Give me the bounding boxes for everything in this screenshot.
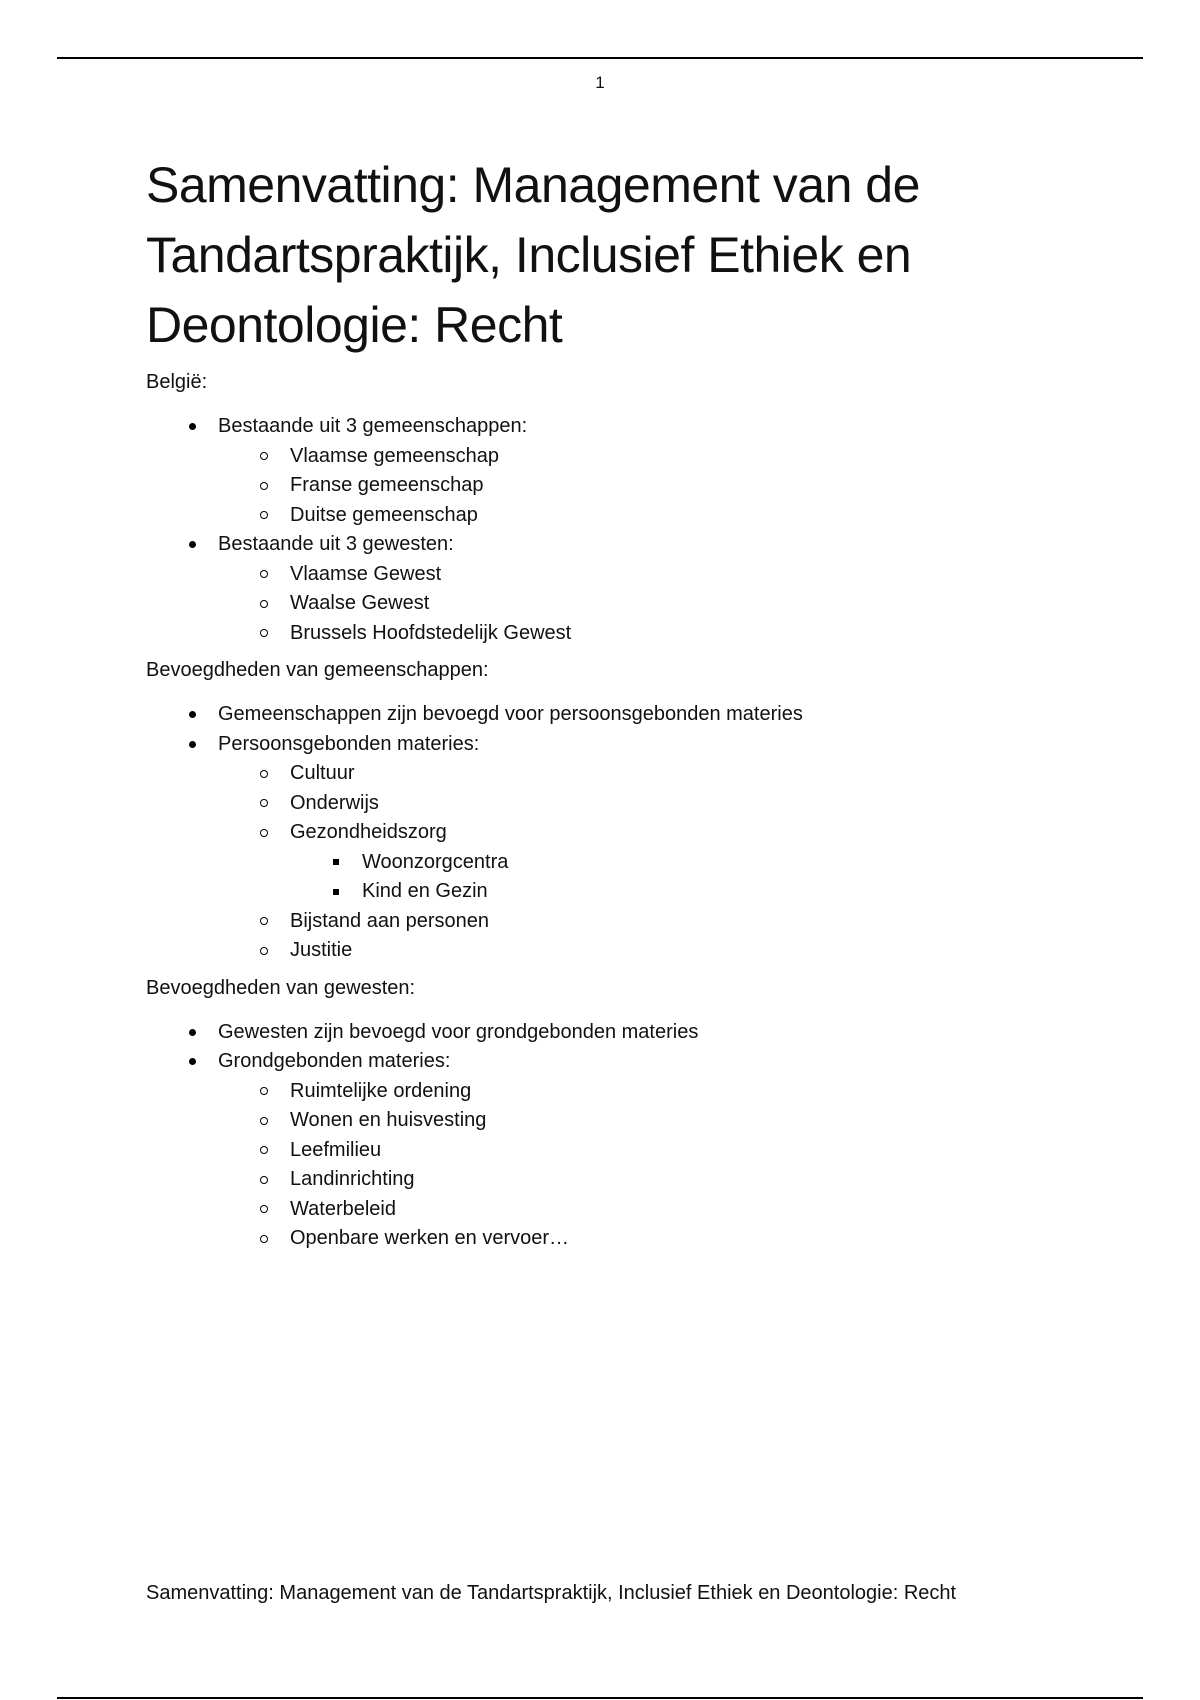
bullet-circle-icon	[254, 907, 274, 937]
bullet-list-level-2	[218, 442, 1106, 531]
list-item	[146, 530, 1106, 648]
list-item	[290, 848, 1106, 878]
list-item	[146, 1018, 1106, 1048]
list-item	[146, 1047, 1106, 1254]
bullet-circle-icon	[254, 759, 274, 789]
list-item-text: Grondgebonden materies:	[218, 1050, 451, 1072]
list-item-text: Wonen en huisvesting	[290, 1109, 487, 1131]
list-item	[290, 877, 1106, 907]
bullet-list-level-3	[290, 848, 1106, 907]
sections-container	[146, 368, 1106, 1254]
bullet-circle-icon	[254, 1136, 274, 1166]
bullet-list-level-2	[218, 560, 1106, 649]
list-item	[218, 818, 1106, 907]
bullet-circle-icon	[254, 1077, 274, 1107]
list-item	[146, 412, 1106, 530]
page-number: 1	[595, 73, 605, 92]
section-label: België:	[146, 371, 208, 393]
bullet-dot-icon	[182, 700, 202, 730]
bullet-circle-icon	[254, 789, 274, 819]
bullet-circle-icon	[254, 560, 274, 590]
list-item-text: Bestaande uit 3 gewesten:	[218, 533, 454, 555]
bullet-list-level-1	[146, 700, 1106, 966]
bullet-circle-icon	[254, 936, 274, 966]
list-item	[218, 442, 1106, 472]
list-item-text: Kind en Gezin	[362, 880, 488, 902]
list-item	[218, 1165, 1106, 1195]
document-body	[146, 150, 1106, 1262]
list-item	[218, 619, 1106, 649]
bullet-square-icon	[326, 848, 346, 878]
section-label: Bevoegdheden van gewesten:	[146, 976, 416, 999]
list-item-text: Woonzorgcentra	[362, 850, 509, 873]
section	[146, 656, 1106, 966]
list-item	[218, 1195, 1106, 1225]
bullet-circle-icon	[254, 1165, 274, 1195]
list-item	[218, 1224, 1106, 1254]
bullet-circle-icon	[254, 1195, 274, 1225]
list-item	[218, 759, 1106, 789]
list-item-text: Ruimtelijke ordening	[290, 1079, 472, 1102]
bullet-dot-icon	[182, 412, 202, 442]
list-item-text: Onderwijs	[290, 791, 379, 814]
bullet-circle-icon	[254, 471, 274, 501]
bullet-circle-icon	[254, 501, 274, 531]
list-item-text: Bestaande uit 3 gemeenschappen:	[218, 415, 528, 437]
bullet-dot-icon	[182, 1047, 202, 1077]
list-item-text: Cultuur	[290, 762, 355, 784]
list-item	[218, 936, 1106, 966]
list-item	[218, 907, 1106, 937]
bullet-circle-icon	[254, 1224, 274, 1254]
list-item-text: Justitie	[290, 939, 353, 961]
footer-rule	[57, 1697, 1143, 1699]
list-item	[218, 589, 1106, 619]
bullet-square-icon	[326, 877, 346, 907]
list-item	[218, 471, 1106, 501]
list-item-text: Brussels Hoofdstedelijk Gewest	[290, 621, 572, 644]
section	[146, 368, 1106, 648]
list-item-text: Gezondheidszorg	[290, 821, 447, 843]
list-item-text: Persoonsgebonden materies:	[218, 732, 480, 755]
bullet-circle-icon	[254, 1106, 274, 1136]
list-item-text: Openbare werken en vervoer…	[290, 1227, 570, 1249]
bullet-list-level-1	[146, 1018, 1106, 1254]
bullet-circle-icon	[254, 619, 274, 649]
list-item	[218, 1077, 1106, 1107]
page-footer: Samenvatting: Management van de Tandartspraktijk, Inclusief Ethiek en Deontologie: Recht	[146, 1582, 957, 1604]
header-rule	[57, 57, 1143, 59]
list-item-text: Waterbeleid	[290, 1197, 396, 1220]
document-title: Samenvatting: Management van de Tandartspraktijk, Inclusief Ethiek en Deontologie: Recht	[146, 157, 920, 353]
bullet-dot-icon	[182, 530, 202, 560]
list-item-text: Vlaamse Gewest	[290, 562, 442, 585]
bullet-dot-icon	[182, 730, 202, 760]
list-item-text: Duitse gemeenschap	[290, 503, 478, 526]
list-item	[218, 501, 1106, 531]
list-item-text: Gewesten zijn bevoegd voor grondgebonden materies	[218, 1020, 699, 1043]
bullet-list-level-2	[218, 1077, 1106, 1254]
bullet-list-level-1	[146, 412, 1106, 648]
bullet-circle-icon	[254, 589, 274, 619]
bullet-circle-icon	[254, 442, 274, 472]
list-item	[218, 560, 1106, 590]
list-item	[146, 730, 1106, 966]
bullet-circle-icon	[254, 818, 274, 848]
list-item-text: Waalse Gewest	[290, 592, 430, 614]
list-item	[146, 700, 1106, 730]
list-item-text: Franse gemeenschap	[290, 474, 484, 496]
list-item-text: Bijstand aan personen	[290, 909, 490, 932]
bullet-list-level-2	[218, 759, 1106, 966]
list-item	[218, 1136, 1106, 1166]
list-item-text: Vlaamse gemeenschap	[290, 444, 500, 467]
bullet-dot-icon	[182, 1018, 202, 1048]
list-item	[218, 789, 1106, 819]
list-item-text: Leefmilieu	[290, 1138, 382, 1161]
list-item	[218, 1106, 1106, 1136]
list-item-text: Gemeenschappen zijn bevoegd voor persoonsgebonden materies	[218, 703, 803, 725]
list-item-text: Landinrichting	[290, 1168, 415, 1190]
section-label: Bevoegdheden van gemeenschappen:	[146, 659, 489, 681]
section	[146, 974, 1106, 1254]
